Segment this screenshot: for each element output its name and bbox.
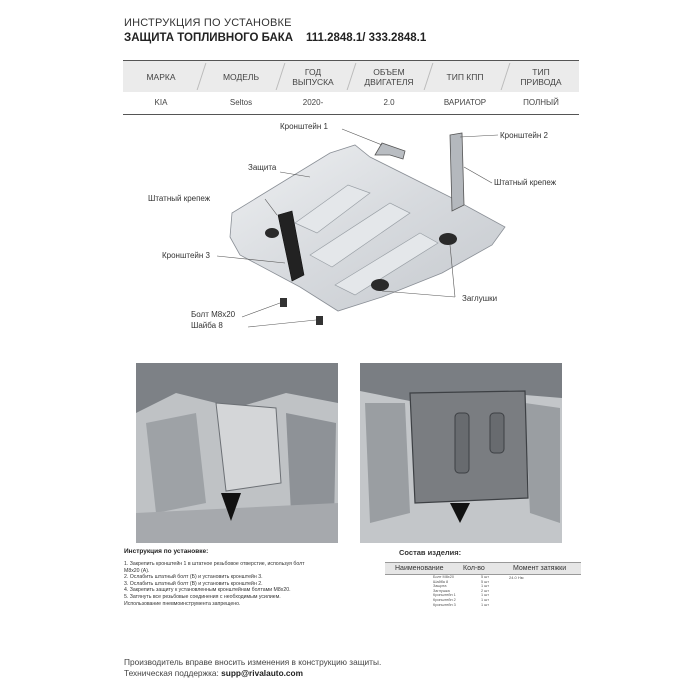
label-bracket-2: Кронштейн 2 [500,131,548,140]
parts-col-qty: Кол-во [463,565,485,572]
label-standard-mount-left: Штатный крепеж [148,194,211,203]
photo-before-installation [136,363,338,543]
part-name: Защита [433,584,447,589]
bolt-icon [280,298,323,325]
instruction-line: 3. Ослабить штатный болт (В) и установить кронштейн 2. [124,580,263,587]
part-qty: 1 шт [481,584,489,589]
assembly-diagram [120,115,580,345]
bracket-1 [375,143,405,159]
instruction-line: 2. Ослабить штатный болт (Б) и установить кронштейн 3. [124,574,263,581]
part-qty: 1 шт [481,602,489,607]
instruction-line: Использование пневмоинструмента запрещено. [124,600,241,607]
product-codes: 111.2848.1/ 333.2848.1 [306,32,427,44]
spec-header-gearbox: ТИП КПП [446,71,484,82]
parts-table-header [385,562,581,575]
label-standard-mount-right: Штатный крепеж [494,178,557,187]
part-name: Болт М8х20 [433,575,454,579]
spec-header-brand: МАРКА [146,71,176,82]
spec-value-engine: 2.0 [383,98,395,107]
footer-notice: Производитель вправе вносить изменения в конструкцию защиты. [124,657,382,667]
part-name: Кронштейн 2 [433,598,456,602]
label-bolt: Болт М8х20 [191,310,236,319]
footer-support [124,668,303,678]
spec-table [123,60,579,115]
part-name: Кронштейн 3 [433,602,456,607]
label-bracket-3: Кронштейн 3 [162,251,210,260]
document-title: ИНСТРУКЦИЯ ПО УСТАНОВКЕ [124,17,292,29]
document-subtitle: ЗАЩИТА ТОПЛИВНОГО БАКА [124,32,294,44]
torque-value: 24.0 Нм [509,575,524,580]
part-name: Кронштейн 1 [433,593,456,598]
label-guard: Защита [248,163,277,172]
bracket-2 [450,133,464,211]
label-washer: Шайба 8 [191,321,223,330]
instructions-title: Инструкция по установке: [124,548,209,555]
spec-header-engine: ОБЪЕМ ДВИГАТЕЛЯ [364,66,414,87]
instruction-line: 1. Закрепить кронштейн 1 в штатное резьбовое отверстие, используя болт [124,561,305,567]
photo-after-installation [360,363,562,543]
parts-col-torque: Момент затяжки [513,565,567,572]
label-bracket-1: Кронштейн 1 [280,122,328,131]
support-email-link[interactable]: supp@rivalauto.com [221,668,303,678]
parts-table [385,548,581,607]
spec-header-model: МОДЕЛЬ [222,71,260,82]
label-plugs: Заглушки [462,294,498,303]
spec-value-gearbox: ВАРИАТОР [443,98,487,107]
spec-header-drive: ТИП ПРИВОДА [520,66,562,87]
spec-value-model: Seltos [229,98,253,107]
part-name: Шайба 8 [433,579,449,584]
part-qty: 1 шт [481,593,489,598]
part-name: Заглушка [433,588,450,593]
parts-title: Состав изделия: [399,548,462,557]
spec-value-drive: ПОЛНЫЙ [523,98,559,107]
instruction-line: М8х20 (А). [124,567,150,574]
installation-instructions [124,548,374,607]
spec-header-year: ГОД ВЫПУСКА [292,66,334,87]
instruction-line: 4. Закрепить защиту к установленным кронштейнам болтами М8х20. [124,587,291,594]
support-label: Техническая поддержка: [124,668,219,678]
parts-col-name: Наименование [395,565,444,572]
instruction-line: 5. Затянуть все резьбовые соединения с необходимым усилием. [124,593,281,600]
part-qty: 2 шт [481,588,489,593]
spec-value-year: 2020- [302,98,324,107]
part-qty: 1 шт [481,598,489,602]
part-qty: 5 шт [481,575,489,579]
spec-value-brand: KIA [154,98,168,107]
part-qty: 5 шт [481,579,489,584]
